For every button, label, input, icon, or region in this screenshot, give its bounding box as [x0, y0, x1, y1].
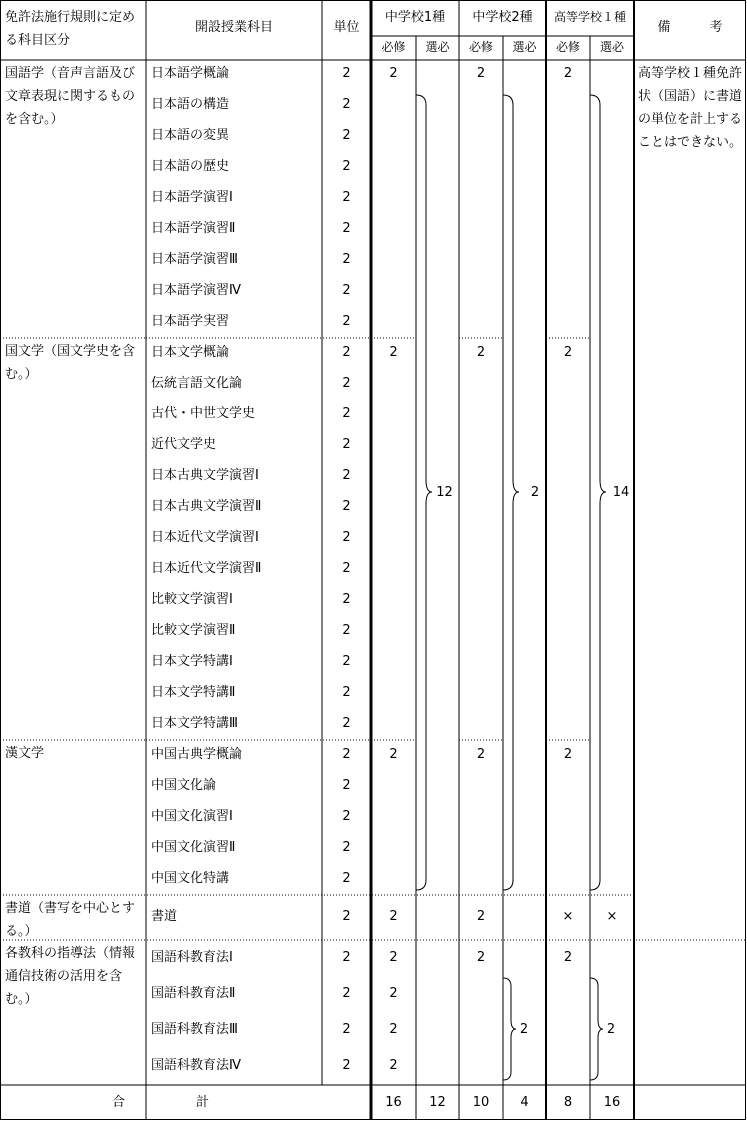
subject-name: 国語科教育法Ⅲ [151, 1022, 238, 1037]
total-jh1-required: 16 [385, 1095, 402, 1110]
subject-name: 比較文学演習Ⅱ [151, 623, 236, 639]
header-jh1: 中学校1種 [384, 10, 446, 25]
subject-units: 2 [342, 375, 351, 391]
header-hs1-elective: 選必 [599, 40, 624, 54]
subject-units: 2 [342, 406, 351, 422]
subject-name: 中国文化論 [151, 777, 217, 793]
subject-name: 日本近代文学演習Ⅱ [151, 561, 262, 577]
subject-name: 日本語の構造 [151, 96, 230, 112]
bracket-jh2-main: 2 [530, 485, 540, 500]
subject-name: 日本文学概論 [151, 344, 230, 360]
subject-jh1-req: 2 [389, 344, 398, 360]
subject-units: 2 [342, 986, 351, 1001]
subject-units: 2 [342, 313, 351, 329]
subject-jh1-req: 2 [389, 1022, 398, 1037]
subject-units: 2 [342, 158, 351, 174]
subject-units: 2 [342, 777, 351, 793]
subject-name: 比較文学演習Ⅰ [151, 592, 233, 608]
subject-units: 2 [342, 1022, 351, 1037]
subject-jh1-req: 2 [389, 66, 398, 81]
subject-hs1-req: 2 [563, 66, 573, 81]
subject-units: 2 [342, 623, 351, 639]
subject-name: 日本語学演習Ⅰ [151, 189, 233, 205]
subject-name: 日本語学演習Ⅲ [151, 251, 238, 267]
subject-units: 2 [342, 530, 351, 546]
subject-units: 2 [342, 251, 351, 267]
subject-name: 日本語学演習Ⅳ [151, 282, 241, 298]
remarks-text: 高等学校１種免許状（国語）に書道の単位を計上することはできない。 [638, 66, 743, 150]
total-hs1-elective: 16 [603, 1095, 621, 1110]
total-hs1-required: 8 [563, 1095, 573, 1110]
subject-name: 中国古典学概論 [151, 746, 243, 762]
category-kokubungaku: 国文学（国文学史を含む。） [5, 344, 136, 382]
bracket-jh2-methods: 2 [519, 1022, 529, 1037]
subject-jh2-req: 2 [476, 66, 486, 81]
subject-name: 日本語の変異 [151, 127, 230, 143]
subject-name: 日本文学特講Ⅰ [151, 654, 233, 670]
subject-jh1-req: 2 [389, 909, 398, 924]
subject-units: 2 [342, 839, 351, 855]
total-label-a: 合 [112, 1095, 126, 1110]
subject-jh2-req: 2 [476, 909, 486, 924]
header-units: 単位 [333, 20, 360, 35]
subject-name: 国語科教育法Ⅱ [151, 986, 236, 1001]
subject-jh1-req: 2 [389, 1058, 398, 1073]
header-jh2-elective: 選必 [512, 40, 537, 54]
total-jh1-elective: 12 [429, 1095, 446, 1110]
category-shodo: 書道（書写を中心とする。） [5, 901, 136, 939]
subject-units: 2 [342, 1058, 351, 1073]
subject-name: 古代・中世文学史 [151, 406, 256, 422]
subject-jh2-req: 2 [476, 746, 486, 762]
header-remarks: 備 考 [657, 20, 723, 35]
subject-name: 中国文化演習Ⅰ [151, 808, 233, 824]
subject-name: 中国文化演習Ⅱ [151, 839, 236, 855]
subject-units: 2 [342, 870, 351, 886]
header-jh1-elective: 選必 [425, 40, 450, 54]
header-jh2-required: 必修 [468, 40, 493, 54]
category-kokugogaku: 国語学（音声言語及び文章表現に関するものを含む。） [5, 66, 136, 127]
subject-jh1-req: 2 [389, 746, 398, 762]
header-hs1-required: 必修 [555, 40, 580, 54]
subject-units: 2 [342, 189, 351, 205]
subject-units: 2 [342, 909, 351, 924]
subject-units: 2 [342, 950, 351, 965]
subject-units: 2 [342, 685, 351, 700]
subject-name: 書道 [151, 909, 178, 924]
subject-units: 2 [342, 592, 351, 608]
subject-units: 2 [342, 715, 351, 731]
subject-units: 2 [342, 561, 351, 577]
subject-name: 日本文学特講Ⅱ [151, 685, 236, 700]
subject-hs1-req: 2 [563, 344, 573, 360]
total-label-b: 計 [196, 1095, 210, 1110]
subject-units: 2 [342, 468, 351, 484]
subject-name: 日本古典文学演習Ⅱ [151, 499, 262, 515]
subject-jh1-req: 2 [389, 950, 398, 965]
subject-units: 2 [342, 499, 351, 515]
subject-units: 2 [342, 808, 351, 824]
subject-hs1-req: 2 [563, 746, 573, 762]
subject-units: 2 [342, 127, 351, 143]
category-teaching-methods: 各教科の指導法（情報通信技術の活用を含む。） [5, 946, 136, 1007]
bracket-hs1-methods: 2 [606, 1022, 616, 1037]
subject-hs1-ele: × [606, 909, 618, 924]
header-jh1-required: 必修 [381, 40, 406, 54]
subject-units: 2 [342, 746, 351, 762]
subject-jh2-req: 2 [476, 344, 486, 360]
subject-name: 近代文学史 [151, 437, 217, 453]
header-jh2: 中学校2種 [472, 10, 533, 25]
header-category: 免許法施行規則に定める科目区分 [5, 10, 136, 48]
category-kanbungaku: 漢文学 [5, 746, 45, 761]
subject-hs1-req: 2 [563, 950, 573, 965]
subject-name: 日本語学概論 [151, 66, 230, 81]
subject-name: 日本語学演習Ⅱ [151, 220, 236, 236]
subject-jh2-req: 2 [476, 950, 486, 965]
header-subject: 開設授業科目 [194, 20, 273, 35]
subject-units: 2 [342, 344, 351, 360]
subject-name: 国語科教育法Ⅰ [151, 950, 233, 965]
subject-jh1-req: 2 [389, 986, 398, 1001]
subject-name: 国語科教育法Ⅳ [151, 1058, 241, 1073]
subject-units: 2 [342, 437, 351, 453]
total-jh2-required: 10 [472, 1095, 490, 1110]
subject-units: 2 [342, 654, 351, 670]
header-hs1: 高等学校１種 [553, 10, 626, 24]
subject-name: 日本語の歴史 [151, 158, 230, 174]
subject-name: 日本語学実習 [151, 313, 230, 329]
subject-name: 日本文学特講Ⅲ [151, 715, 238, 731]
subject-units: 2 [342, 220, 351, 236]
subject-units: 2 [342, 66, 351, 81]
subject-name: 日本近代文学演習Ⅰ [151, 530, 259, 546]
subject-units: 2 [342, 282, 351, 298]
subject-hs1-req: × [562, 909, 574, 924]
subject-name: 日本古典文学演習Ⅰ [151, 468, 259, 484]
bracket-jh1-main: 12 [436, 485, 453, 500]
subject-name: 伝統言語文化論 [151, 375, 243, 391]
subject-name: 中国文化特講 [151, 870, 230, 886]
subject-units: 2 [342, 96, 351, 112]
bracket-hs1-main: 14 [612, 485, 630, 500]
total-jh2-elective: 4 [520, 1095, 529, 1110]
